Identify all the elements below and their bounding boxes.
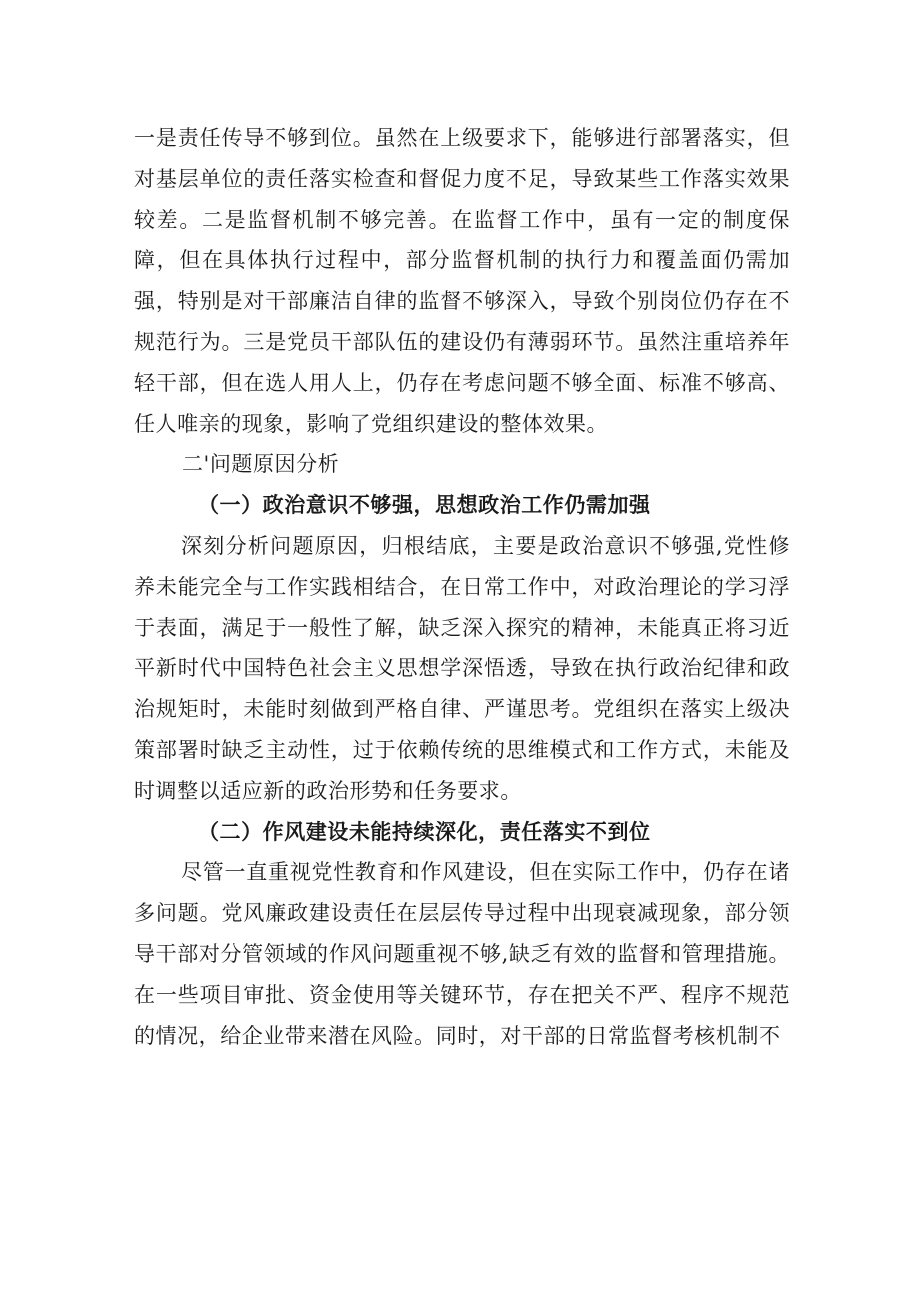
section-heading: 二'问题原因分析 [182, 452, 340, 477]
subheading-2: （二）作风建设未能持续深化，责任落实不到位 [198, 818, 651, 844]
subheading-1: （一）政治意识不够强，思想政治工作仍需加强 [198, 492, 651, 518]
paragraph-1: 深刻分析问题原因，归根结底，主要是政治意识不够强,党性修养未能完全与工作实践相结合，在日常工作中，对政治理论的学习浮于表面，满足于一般性了解，缺乏深入探究的精神，未能真正将习近平新时代中国特色社会主义思想学深悟透，导致在执行政治纪律和政治规矩时，未能时刻做到严格自律、严谨思考。党组织在落实上级决策部署时缺乏主动性，过于依赖传统的思维模式和工作方式，未能及时调整以适应新的政治形势和任务要求。 [134, 533, 790, 803]
document-body [134, 118, 790, 1056]
paragraph-intro: 一是责任传导不够到位。虽然在上级要求下，能够进行部署落实，但对基层单位的责任落实检查和督促力度不足，导致某些工作落实效果较差。二是监督机制不够完善。在监督工作中，虽有一定的制度保障，但在具体执行过程中，部分监督机制的执行力和覆盖面仍需加强，特别是对干部廉洁自律的监督不够深入，导致个别岗位仍存在不规范行为。三是党员干部队伍的建设仍有薄弱环节。虽然注重培养年轻干部，但在选人用人上，仍存在考虑问题不够全面、标准不够高、任人唯亲的现象，影响了党组织建设的整体效果。 [134, 126, 790, 436]
paragraph-2: 尽管一直重视党性教育和作风建设，但在实际工作中，仍存在诸多问题。党风廉政建设责任在层层传导过程中出现衰减现象，部分领导干部对分管领域的作风问题重视不够,缺乏有效的监督和管理措施。在一些项目审批、资金使用等关键环节，存在把关不严、程序不规范的情况，给企业带来潜在风险。同时，对干部的日常监督考核机制不 [134, 860, 790, 1048]
